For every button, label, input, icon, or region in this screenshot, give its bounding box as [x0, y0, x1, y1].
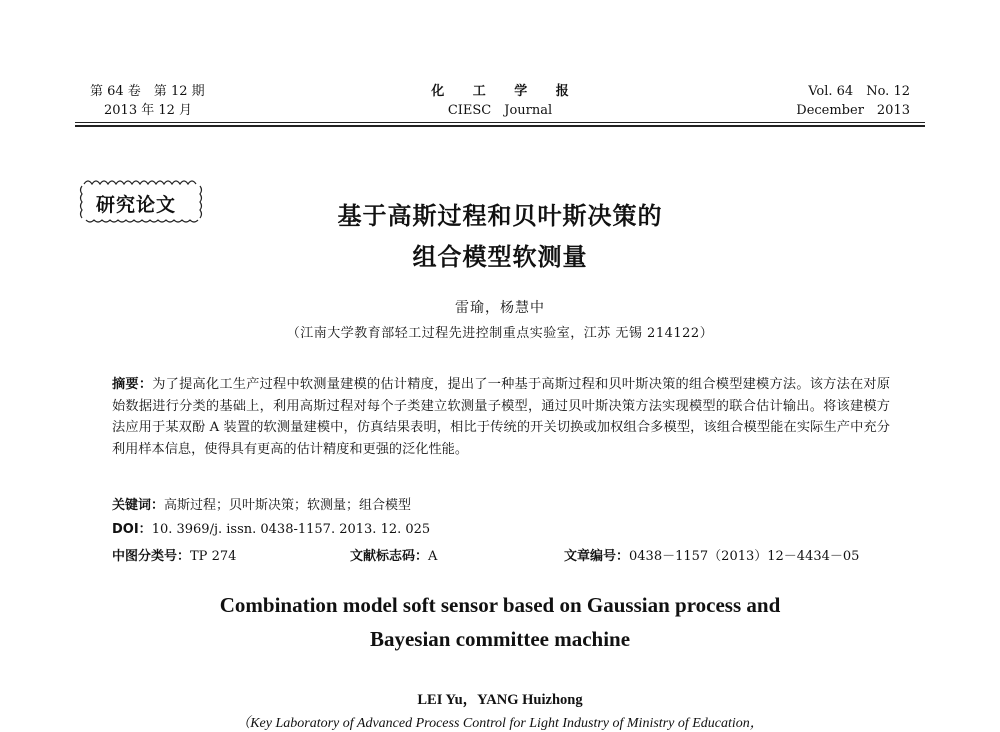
journal-name-en: CIESC Journal [447, 103, 553, 118]
article-number-label: 文章编号： [564, 549, 630, 564]
date-en: December 2013 [796, 103, 910, 118]
doi-text: 10. 3969/j. issn. 0438-1157. 2013. 12. 025 [151, 522, 431, 537]
doc-code-label: 文献标志码： [350, 549, 429, 564]
doc-code-value: A [428, 549, 438, 564]
volume-issue-cn: 第 64 卷 第 12 期 [90, 84, 205, 99]
clc-label: 中图分类号： [112, 549, 191, 564]
abstract-label: 摘要： [112, 377, 153, 392]
doi-label: DOI： [112, 522, 152, 537]
affiliation-en: （Key Laboratory of Advanced Process Control for Light Industry of Ministry of Education， [236, 716, 764, 731]
title-cn-line1: 基于高斯过程和贝叶斯决策的 [337, 202, 663, 230]
doi [112, 521, 430, 539]
authors-en: LEI Yu，YANG Huizhong [417, 692, 583, 708]
journal-name-cn: 化 工 学 报 [431, 84, 581, 99]
date-cn: 2013 年 12 月 [104, 103, 193, 118]
document-code [350, 545, 437, 564]
abstract-cn [112, 374, 890, 460]
header-rule-thick [75, 125, 925, 127]
keywords [112, 497, 411, 515]
volume-issue-en: Vol. 64 No. 12 [808, 84, 910, 99]
authors-cn: 雷瑜，杨慧中 [455, 300, 545, 316]
clc-value: TP 274 [190, 549, 237, 564]
classification-row [112, 545, 890, 563]
article-number [564, 545, 859, 564]
article-number-value: 0438－1157（2013）12－4434－05 [629, 549, 860, 564]
keywords-text: 高斯过程；贝叶斯决策；软测量；组合模型 [164, 498, 412, 513]
header-volume-en [796, 82, 910, 120]
section-badge-label: 研究论文 [96, 194, 177, 216]
clc-number [112, 545, 236, 564]
abstract-text: 为了提高化工生产过程中软测量建模的估计精度，提出了一种基于高斯过程和贝叶斯决策的组合模型建模方法。该方法在对原始数据进行分类的基础上，利用高斯过程对每个子类建立软测量子模型，通过贝叶斯决策方法实现模型的联合估计输出。将该建模方法应用于某双酚 A 装置的软测量建模中，仿真结果表明，相比于传统的开关切换或加权组合多模型，该组合模型能在实际生产中充分利用样本信息，使得具有更高的估计精度和更强的泛化性能。 [112, 377, 891, 457]
title-en-line2: Bayesian committee machine [369, 627, 631, 651]
header-rule-thin [75, 122, 925, 123]
title-en-line1: Combination model soft sensor based on Gaussian process and [219, 593, 781, 617]
keywords-label: 关键词： [112, 498, 165, 513]
title-cn-line2: 组合模型软测量 [412, 243, 588, 271]
affiliation-cn: （江南大学教育部轻工过程先进控制重点实验室，江苏 无锡 214122） [286, 326, 714, 341]
